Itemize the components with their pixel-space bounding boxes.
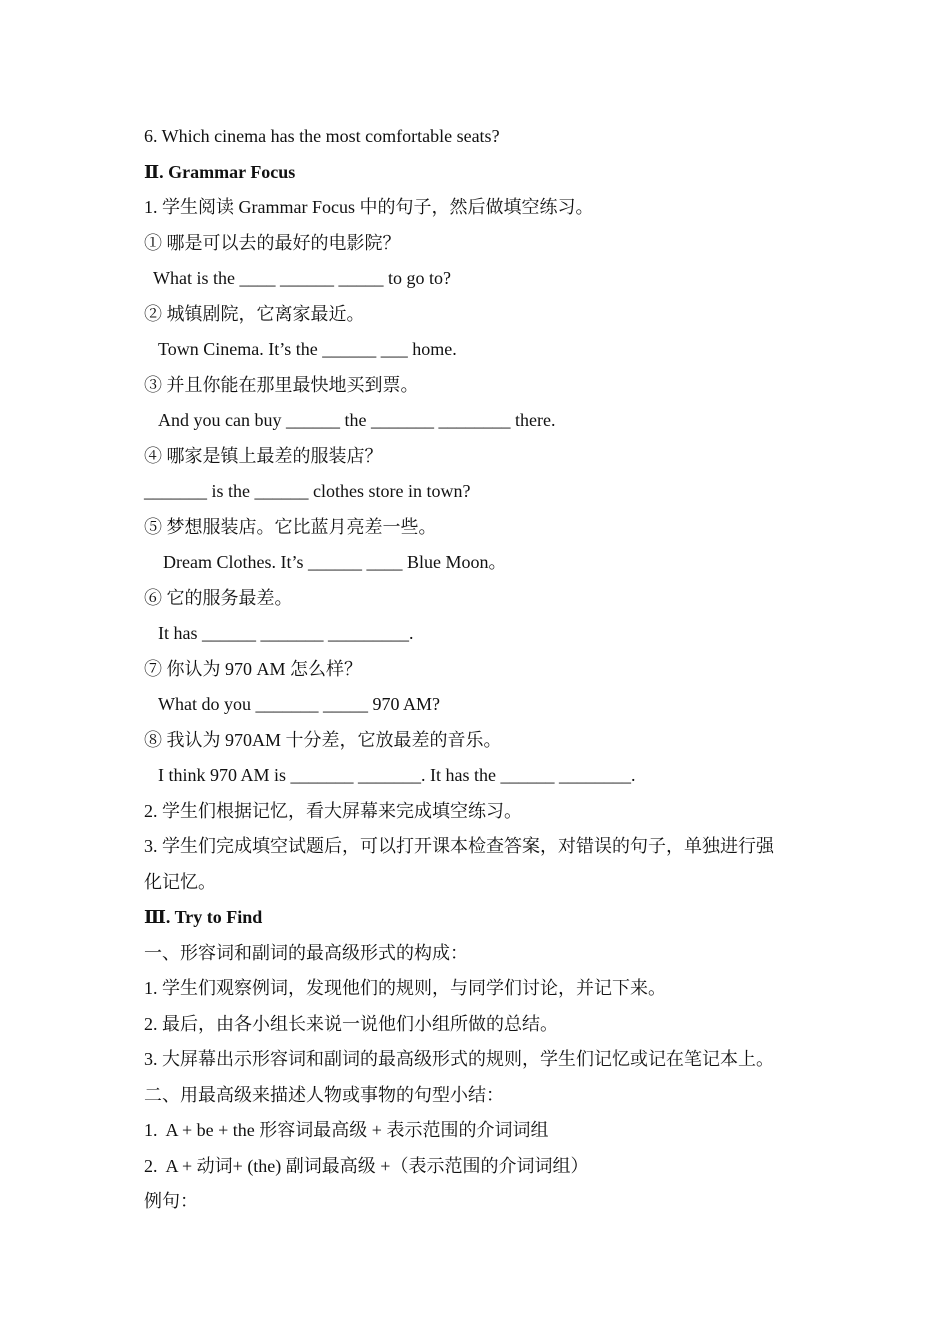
instruction-1: 1. 学生阅读 Grammar Focus 中的句子，然后做填空练习。 xyxy=(144,197,594,217)
subsection-1-heading: 一、形容词和副词的最高级形式的构成： xyxy=(144,942,468,963)
question-6: 6. Which cinema has the most comfortable seats? xyxy=(144,126,500,146)
instruction-3: 3. 学生们完成填空试题后，可以打开课本检查答案，对错误的句子，单独进行强 xyxy=(144,836,774,856)
item-7-chinese: ⑦ 你认为 970 AM 怎么样？ xyxy=(144,658,363,679)
item-3-english: And you can buy ______ the _______ ________ there. xyxy=(158,410,556,430)
pattern-2: 2. A + 动词+ (the) 副词最高级 +（表示范围的介词词组） xyxy=(144,1155,589,1176)
item-6-english: It has ______ _______ _________. xyxy=(158,623,414,643)
example-label: 例句： xyxy=(144,1191,198,1211)
document-body xyxy=(144,119,824,1220)
item-4-chinese: ④ 哪家是镇上最差的服装店？ xyxy=(144,445,383,466)
item-5-chinese: ⑤ 梦想服装店。它比蓝月亮差一些。 xyxy=(144,516,437,537)
instruction-3-continued: 化记忆。 xyxy=(144,871,216,892)
pattern-1: 1. A + be + the 形容词最高级 + 表示范围的介词词组 xyxy=(144,1120,549,1140)
instruction-2: 2. 学生们根据记忆，看大屏幕来完成填空练习。 xyxy=(144,800,522,821)
subsection-2-heading: 二、用最高级来描述人物或事物的句型小结： xyxy=(144,1084,504,1105)
item-4-english: _______ is the ______ clothes store in town? xyxy=(144,481,471,501)
item-7-english: What do you _______ _____ 970 AM? xyxy=(158,694,440,714)
step-1: 1. 学生们观察例词，发现他们的规则，与同学们讨论，并记下来。 xyxy=(144,978,666,998)
item-8-chinese: ⑧ 我认为 970AM 十分差，它放最差的音乐。 xyxy=(144,729,502,750)
section-heading-grammar-focus: Ⅱ. Grammar Focus xyxy=(144,161,296,182)
item-2-chinese: ② 城镇剧院，它离家最近。 xyxy=(144,303,365,324)
item-8-english: I think 970 AM is _______ _______. It has the ______ ________. xyxy=(158,765,636,785)
item-5-english: Dream Clothes. It’s ______ ____ Blue Moon。 xyxy=(163,552,507,572)
item-1-english: What is the ____ ______ _____ to go to? xyxy=(153,268,451,288)
step-3: 3. 大屏幕出示形容词和副词的最高级形式的规则，学生们记忆或记在笔记本上。 xyxy=(144,1049,774,1069)
item-2-english: Town Cinema. It’s the ______ ___ home. xyxy=(158,339,457,359)
item-6-chinese: ⑥ 它的服务最差。 xyxy=(144,587,293,608)
item-3-chinese: ③ 并且你能在那里最快地买到票。 xyxy=(144,374,419,395)
item-1-chinese: ① 哪是可以去的最好的电影院？ xyxy=(144,232,401,253)
step-2: 2. 最后，由各小组长来说一说他们小组所做的总结。 xyxy=(144,1013,558,1034)
section-heading-try-to-find: Ⅲ. Try to Find xyxy=(144,907,263,927)
